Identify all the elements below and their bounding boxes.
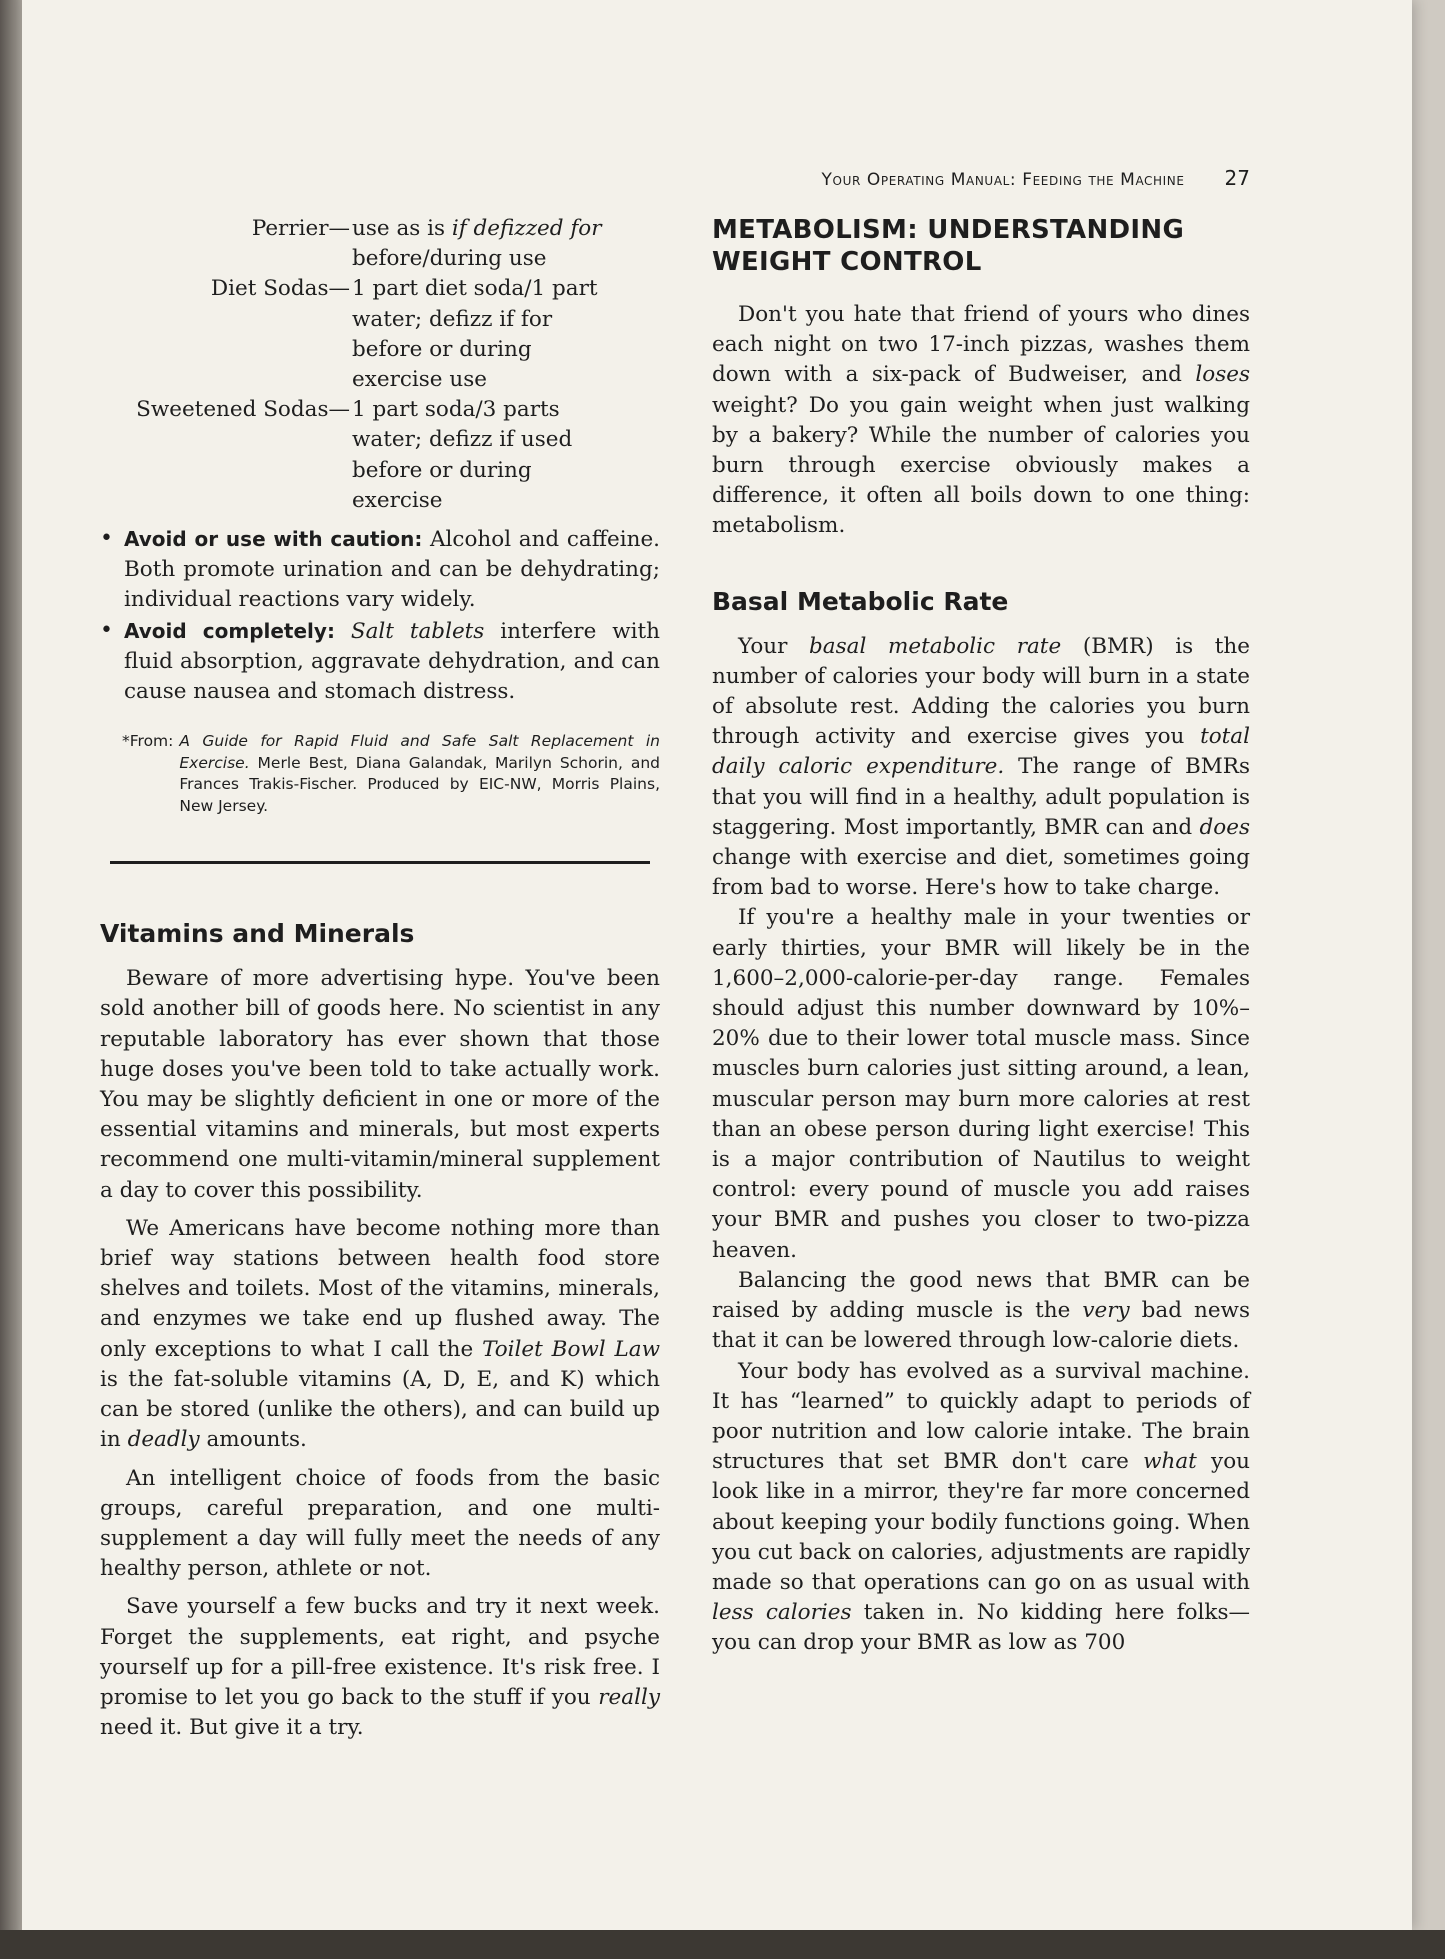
left-column (100, 214, 660, 1743)
paragraph: Beware of more advertising hype. You've been sold another bill of goods here. No scientist in any reputable laboratory has ever shown that those huge doses you've been told to take actually work. You may be slightly deficient in one or more of the essential vitamins and minerals, but most experts recommend one multi-vitamin/mineral supplement a day to cover this possibility. (100, 966, 660, 1203)
page-number: 27 (1224, 166, 1250, 190)
drink-desc: 1 part soda/3 parts water; defizz if used before or during exercise (352, 397, 573, 513)
paragraph: We Americans have become nothing more than brief way stations between health food store shelves and toilets. Most of the vitamins, minerals, and enzymes we take end up flushed away. The only exceptions to what I call the Toilet Bowl Law is the fat-soluble vitamins (A, D, E, and K) which can be stored (unlike the others), and can build up in deadly amounts. (100, 1215, 661, 1453)
footnote (122, 731, 660, 817)
drink-list (100, 214, 660, 516)
paragraph: Your body has evolved as a survival machine. It has “learned” to quickly adapt to periods of poor nutrition and low calorie intake. The brain structures that set BMR don't care what you look like in a mirror, they're far more concerned about keeping your bodily functions going. When you cut back on calories, adjustments are rapidly made so that operations can go on as usual with less calories taken in. No kidding here folks—you can drop your BMR as low as 700 (712, 1358, 1250, 1656)
drink-name: Diet Sodas— (210, 276, 350, 302)
footnote-label: *From: (122, 732, 174, 751)
paragraph: Save yourself a few bucks and try it next week. Forget the supplements, eat right, and psyche yourself up for a pill-free existence. It's risk free. I promise to let you go back to the stuff if you really need it. But give it a try. (100, 1594, 660, 1741)
paragraph: Balancing the good news that BMR can be raised by adding muscle is the very bad news that it can be lowered through low-calorie diets. (712, 1267, 1250, 1354)
list-item: • Avoid or use with caution: Alcohol and caffeine. Both promote urination and can be dehydrating; individual reactions vary widely. (100, 524, 660, 616)
footnote-text: A Guide for Rapid Fluid and Safe Salt Replacement in Exercise. Merle Best, Diana Galandak, Marilyn Schorin, and Frances Trakis-Fischer. Produced by EIC-NW, Morris Plains, New Jersey. (179, 732, 660, 815)
drink-desc: use as is if defizzed for before/during use (352, 216, 602, 272)
table-edge (0, 1930, 1445, 1959)
paragraph: If you're a healthy male in your twenties or early thirties, your BMR will likely be in the 1,600–2,000-calorie-per-day range. Females should adjust this number downward by 10%–20% due to their lower total muscle mass. Since muscles burn calories just sitting around, a lean, muscular person may burn more calories at rest than an obese person during light exercise! This is a major contribution of Nautilus to weight control: every pound of muscle you add raises your BMR and pushes you closer to two-pizza heaven. (712, 905, 1250, 1263)
list-item: • Avoid completely: Salt tablets interfere with fluid absorption, aggravate dehydration, and can cause nausea and stomach distress. (100, 616, 660, 708)
running-title: Your Operating Manual: Feeding the Machine (821, 170, 1185, 190)
section-heading: Vitamins and Minerals (100, 919, 415, 949)
paragraph: An intelligent choice of foods from the basic groups, careful preparation, and one multi-supplement a day will fully meet the needs of any healthy person, athlete or not. (100, 1465, 660, 1582)
paragraph: Don't you hate that friend of yours who dines each night on two 17-inch pizzas, washes them down with a six-pack of Budweiser, and loses weight? Do you gain weight when just walking by a bakery? While the number of calories you burn through exercise obviously makes a difference, it often all boils down to one thing: metabolism. (712, 302, 1250, 539)
drink-desc: 1 part diet soda/1 part water; defizz if for before or during exercise use (352, 276, 598, 393)
drink-name: Sweetened Sodas— (136, 397, 350, 423)
section-heading: Basal Metabolic Rate (712, 586, 1009, 616)
right-column (712, 214, 1250, 1659)
drink-row (100, 214, 660, 274)
drink-name: Perrier— (251, 216, 350, 241)
drink-row (100, 395, 660, 516)
chapter-heading: METABOLISM: UNDERSTANDING WEIGHT CONTROL (712, 215, 1185, 277)
running-head (690, 166, 1250, 190)
drink-row (100, 274, 660, 395)
paragraph: Your basal metabolic rate (BMR) is the number of calories your body will burn in a state of absolute rest. Adding the calories you burn through activity and exercise gives you total daily caloric expenditure. The range of BMRs that you will find in a healthy, adult population is staggering. Most importantly, BMR can and does change with exercise and diet, sometimes going from bad to worse. Here's how to take charge. (712, 633, 1250, 901)
tip-list (100, 524, 660, 707)
section-divider (110, 861, 650, 864)
